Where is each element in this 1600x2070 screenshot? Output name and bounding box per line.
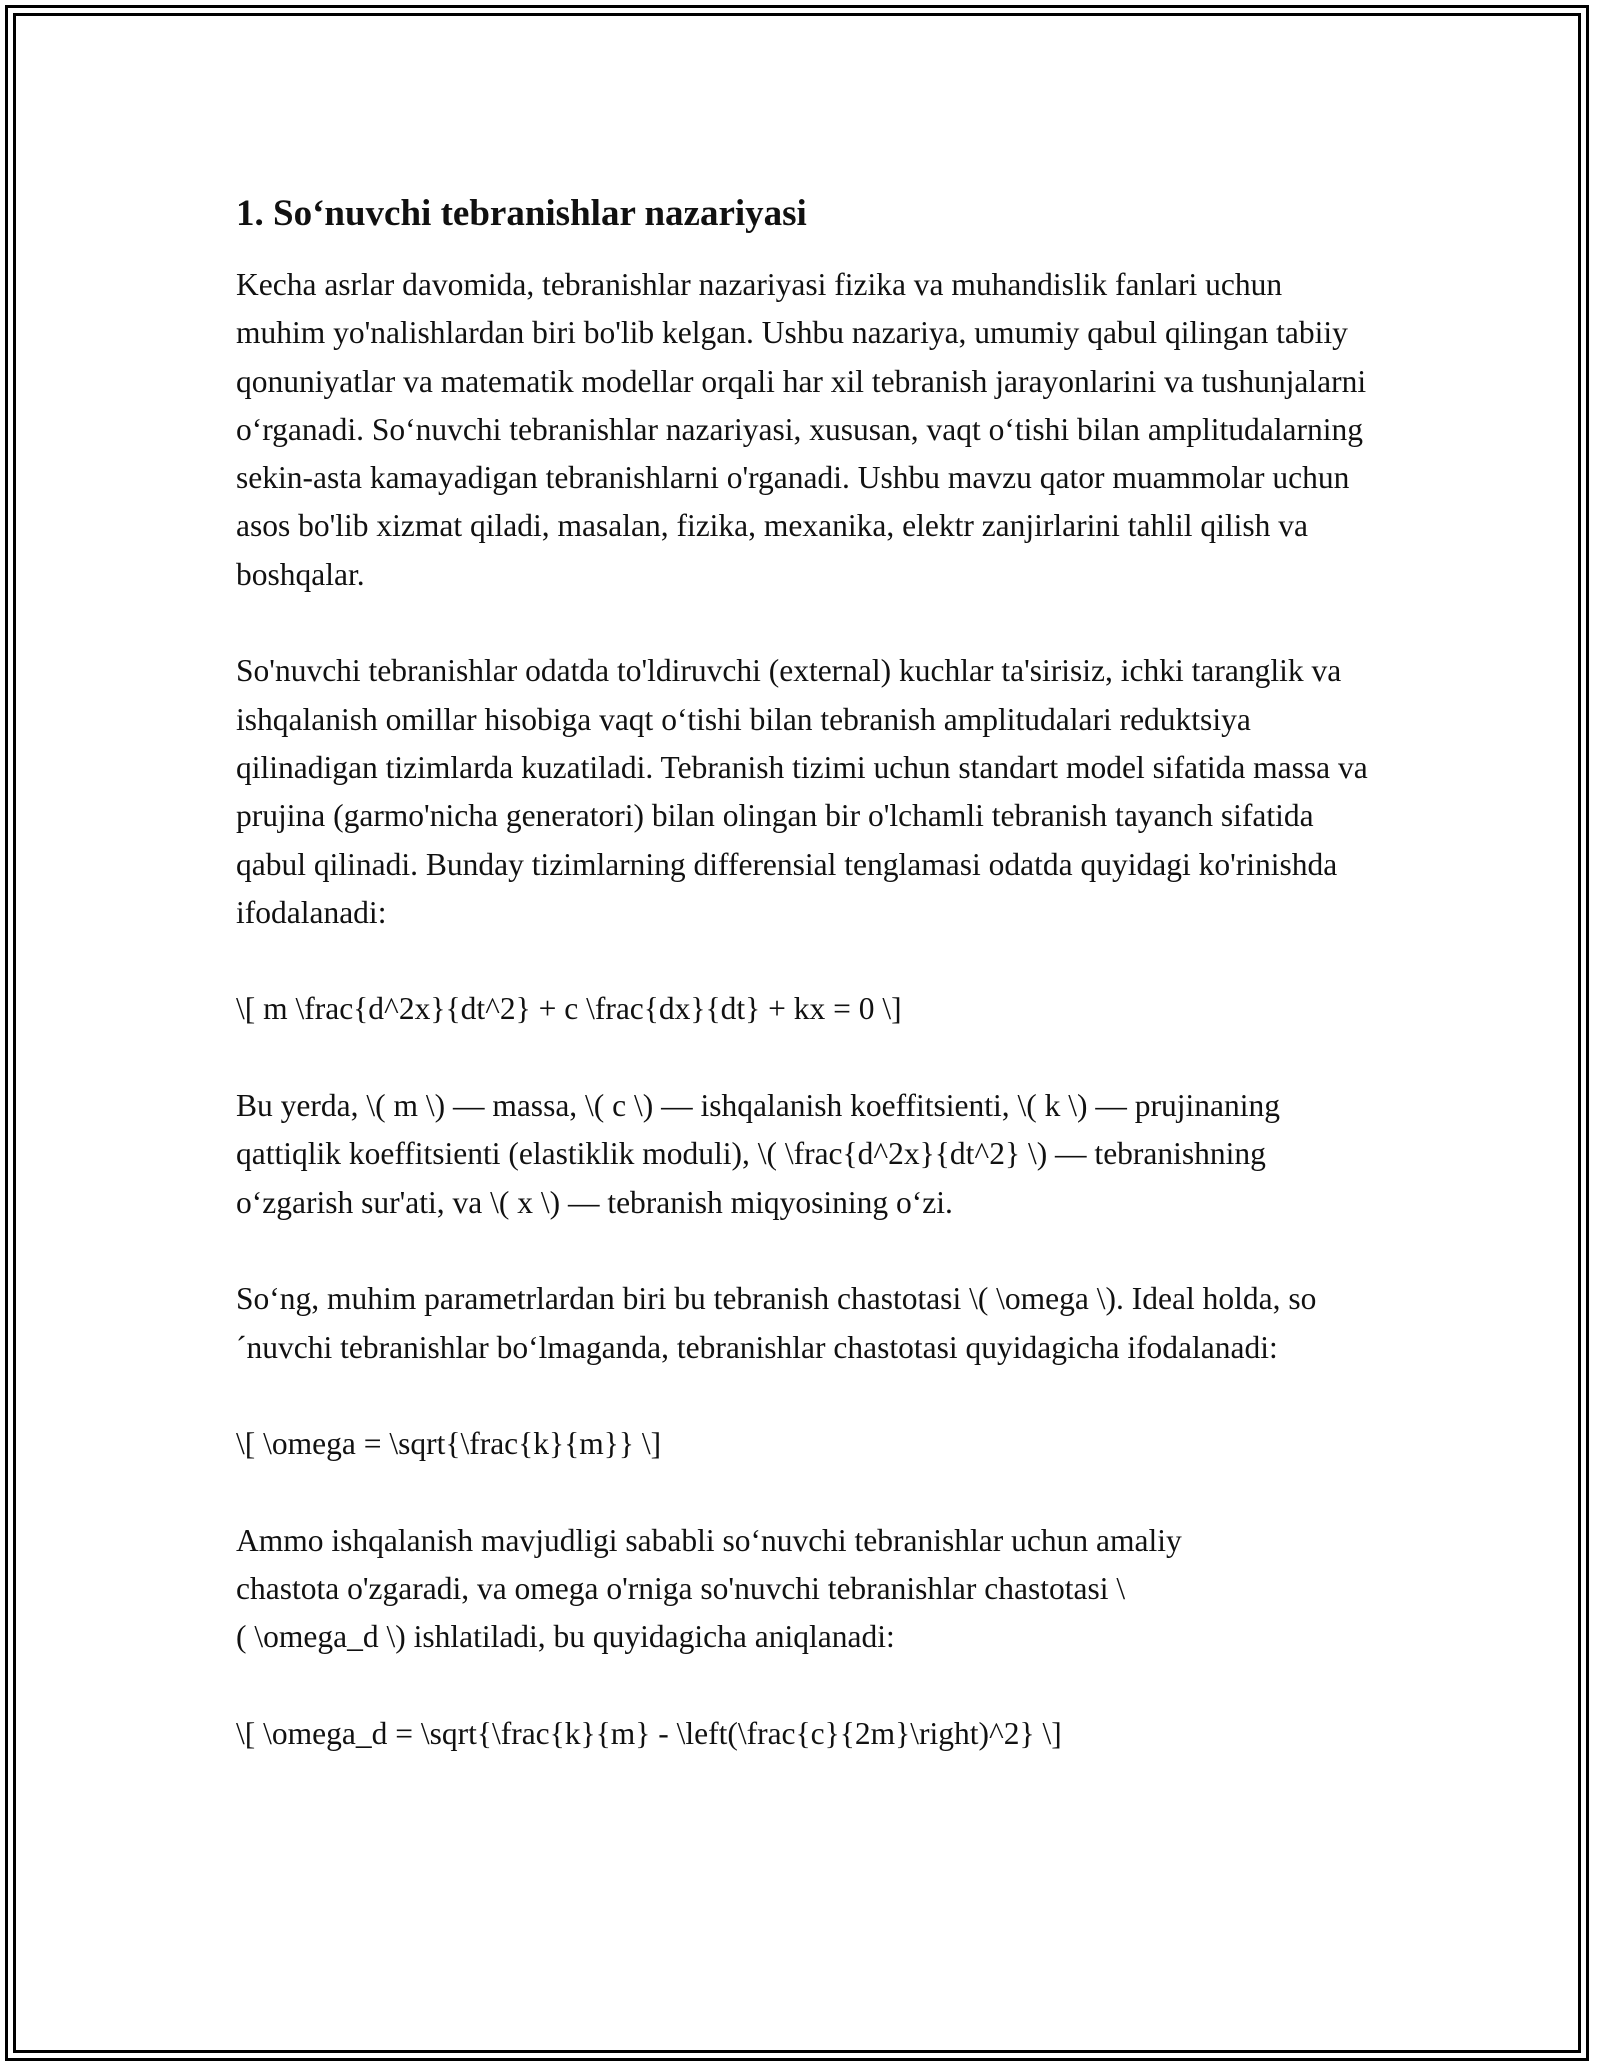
paragraph-line: ( \omega_d \) ishlatiladi, bu quyidagicha aniqlanadi: (236, 1619, 895, 1655)
paragraph-frequency: So‘ng, muhim parametrlardan biri bu tebranish chastotasi \( \omega \). Ideal holda, so´nuvchi tebranishlar bo‘lmaganda, tebranishlar chastotasi quyidagicha ifodalanadi: (236, 1281, 1317, 1365)
paragraph-variables: Bu yerda, \( m \) — massa, \( c \) — ishqalanish koeffitsienti, \( k \) — prujinaning qattiqlik koeffitsienti (elastiklik moduli), \( \frac{d^2x}{dt^2} \) — tebranishning o‘zgarish sur'ati, va \( x \) — tebranish miqyosining o‘zi. (236, 1088, 1280, 1220)
document-body (236, 185, 1368, 1807)
formula-differential-equation: \[ m \frac{d^2x}{dt^2} + c \frac{dx}{dt} + kx = 0 \] (236, 991, 902, 1027)
formula-damped-frequency: \[ \omega_d = \sqrt{\frac{k}{m} - \left(\frac{c}{2m}\right)^2} \] (236, 1715, 1062, 1751)
paragraph-intro: Kecha asrlar davomida, tebranishlar nazariyasi fizika va muhandislik fanlari uchun muhim yo'nalishlardan biri bo'lib kelgan. Ushbu nazariya, umumiy qabul qilingan tabiiy qonuniyatlar va matematik modellar orqali har xil tebranish jarayonlarini va tushunjalarni o‘rganadi. So‘nuvchi tebranishlar nazariyasi, xususan, vaqt o‘tishi bilan amplitudalarning sekin-asta kamayadigan tebranishlarni o'rganadi. Ushbu mavzu qator muammolar uchun asos bo'lib xizmat qiladi, masalan, fizika, mexanika, elektr zanjirlarini tahlil qilish va boshqalar. (236, 267, 1367, 592)
paragraph-line: Ammo ishqalanish mavjudligi sababli so‘nuvchi tebranishlar uchun amaliy (236, 1522, 1182, 1558)
paragraph-line: chastota o'zgaradi, va omega o'rniga so'nuvchi tebranishlar chastotasi \ (236, 1571, 1126, 1607)
paragraph-damped-frequency (236, 1517, 1368, 1662)
section-heading: 1. So‘nuvchi tebranishlar nazariyasi (236, 193, 807, 234)
paragraph-model: So'nuvchi tebranishlar odatda to'ldiruvchi (external) kuchlar ta'sirisiz, ichki taranglik va ishqalanish omillar hisobiga vaqt o‘tishi bilan tebranish amplitudalari reduktsiya qilinadigan tizimlarda kuzatiladi. Tebranish tizimi uchun standart model sifatida massa va prujina (garmo'nicha generatori) bilan olingan bir o'lchamli tebranish tayanch sifatida qabul qilinadi. Bunday tizimlarning differensial tenglamasi odatda quyidagi ko'rinishda ifodalanadi: (236, 653, 1368, 930)
formula-natural-frequency: \[ \omega = \sqrt{\frac{k}{m}} \] (236, 1426, 662, 1462)
